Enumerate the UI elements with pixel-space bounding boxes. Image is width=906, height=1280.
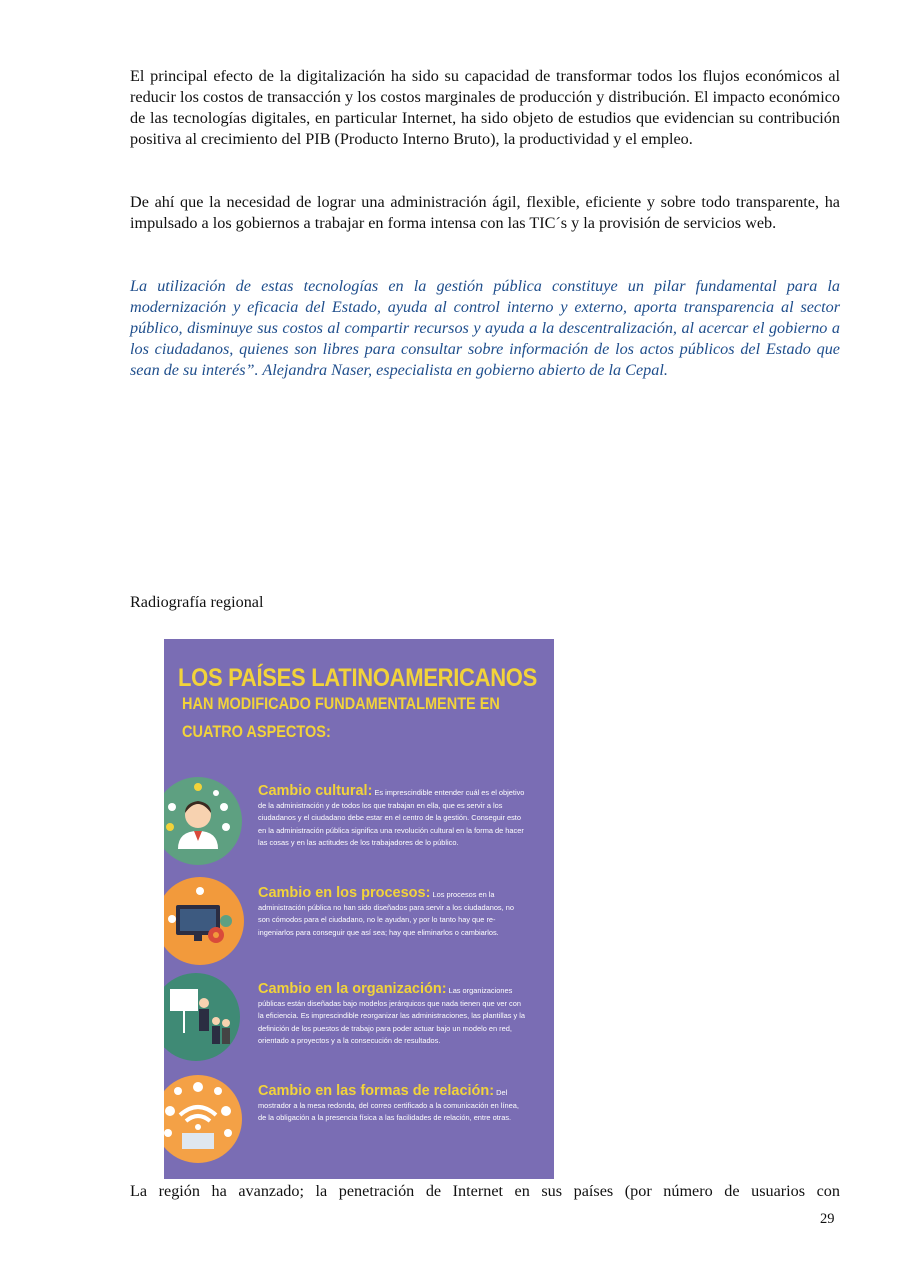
body-paragraph-1: El principal efecto de la digitalización ha sido su capacidad de transformar todos los flujos económicos al reducir los costos de transacción y los costos marginales de producción y distribución. El impacto económico de las tecnologías digitales, en particular Internet, ha sido objeto de estudios que evidencian su contribución positiva al crecimiento del PIB (Producto Interno Bruto), la productividad y el empleo. (130, 67, 840, 148)
aspect-organizacion-heading: Cambio en la organización: (258, 981, 447, 997)
computer-gears-icon (164, 877, 244, 965)
aspect-organizacion-description: Las organizaciones públicas están diseñadas bajo modelos jerárquicos que nada tienen que ver con la eficiencia. Es imprescindible reorganizar las administraciones, las plantillas y la definición de los puestos de trabajo para poder actuar bajo un modelo en red, orientado a proyectos y a la consecución de resultados. (258, 986, 526, 1046)
infographic-subtitle-line2: CUATRO ASPECTOS: (182, 723, 331, 742)
infographic-title: LOS PAÍSES LATINOAMERICANOS (178, 663, 537, 692)
aspect-procesos-heading: Cambio en los procesos: (258, 885, 431, 901)
wifi-network-people-icon (164, 1075, 242, 1163)
aspect-organizacion-text (258, 983, 526, 1048)
aspect-procesos-description: Los procesos en la administración pública no han sido diseñados para servir a los ciudadanos, no son cómodos para el ciudadano, no le ayudan, y por lo tanto hay que re-ingeniarlos para conseguir que así sea; hay que eliminarlos o cambiarlos. (258, 890, 514, 937)
aspect-procesos-text (258, 887, 526, 939)
infographic-subtitle-line1: HAN MODIFICADO FUNDAMENTALMENTE EN (182, 695, 500, 714)
continuation-paragraph: La región ha avanzado; la penetración de Internet en sus países (por número de usuarios con (130, 1182, 840, 1200)
aspect-relacion-text (258, 1085, 526, 1125)
section-caption: Radiografía regional (130, 593, 264, 611)
presentation-meeting-icon (164, 973, 240, 1061)
aspect-cultural-description: Es imprescindible entender cuál es el objetivo de la administración y de todos los que trabajan en ella, que es servir a los ciudadanos y el ciudadano debe estar en el centro de la gestión. Conseguir esto en la administración pública significa una revolución cultural en la forma de hacer las cosas y en las actitudes de los trabajadores de lo público. (258, 788, 525, 848)
infographic (164, 639, 554, 1179)
aspect-relacion-heading: Cambio en las formas de relación: (258, 1083, 495, 1099)
quote-paragraph: La utilización de estas tecnologías en la gestión pública constituye un pilar fundamental para la modernización y eficacia del Estado, ayuda al control interno y externo, aporta transparencia al sector público, disminuye sus costos al compartir recursos y ayuda a la descentralización, al acercar el gobierno a los ciudadanos, quienes son libres para consultar sobre información de los actos públicos del Estado que sean de su interés”. Alejandra Naser, especialista en gobierno abierto de la Cepal. (130, 277, 840, 379)
person-with-devices-icon (164, 777, 242, 865)
body-paragraph-2: De ahí que la necesidad de lograr una administración ágil, flexible, eficiente y sobre todo transparente, ha impulsado a los gobiernos a trabajar en forma intensa con las TIC´s y la provisión de servicios web. (130, 193, 840, 232)
aspect-relacion-description: Del mostrador a la mesa redonda, del correo certificado a la comunicación en línea, de la obligación a la presencia física a las facilidades de relación, entre otras. (258, 1088, 519, 1123)
aspect-cultural-heading: Cambio cultural: (258, 783, 373, 799)
page-number: 29 (820, 1211, 835, 1227)
aspect-cultural-text (258, 785, 526, 850)
